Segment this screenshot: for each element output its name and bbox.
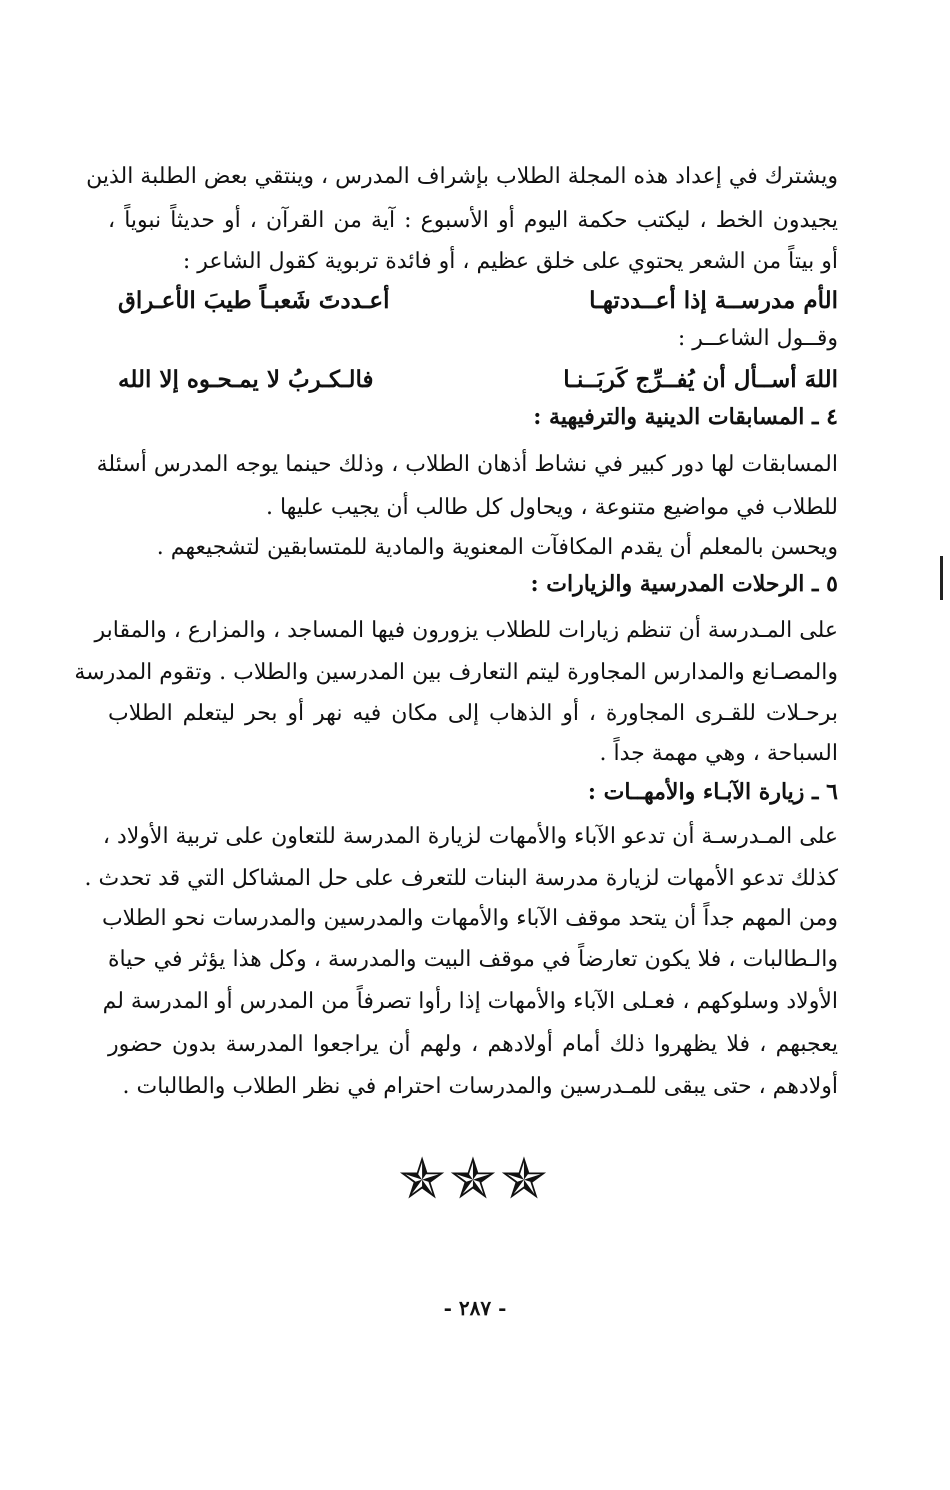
section-5-line: على المـدرسة أن تنظم زيارات للطلاب يزورون فيها المساجد ، والمزارع ، والمقابر bbox=[94, 618, 838, 643]
section-6-line: والـطالبات ، فلا يكون تعارضاً في موقف البيت والمدرسة ، وكل هذا يؤثر في حياة bbox=[108, 947, 838, 972]
section-5-line: السباحة ، وهي مهمة جداً . bbox=[599, 741, 838, 766]
section-6-line: الأولاد وسلوكهم ، فعـلى الآباء والأمهات إذا رأوا تصرفاً من المدرس أو المدرسة لم bbox=[102, 989, 838, 1014]
star-ornament-icon: ✯✯✯ bbox=[398, 1147, 552, 1212]
section-5-line: والمصـانع والمدارس المجاورة ليتم التعارف بين المدرسين والطلاب . وتقوم المدرسة bbox=[74, 660, 838, 685]
section-5-heading: ٥ ـ الرحلات المدرسية والزيارات : bbox=[530, 571, 838, 597]
section-6-line: أولادهم ، حتى يبقى للمـدرسين والمدرسات احترام في نظر الطلاب والطالبات . bbox=[122, 1074, 838, 1099]
page-number: - ٢٨٧ - bbox=[443, 1296, 507, 1320]
verse-1-second-hemistich: أعـددتَ شَعبـاً طيبَ الأعـراق bbox=[118, 287, 390, 314]
verse-2-second-hemistich: فالـكـربُ لا يمـحـوه إلا الله bbox=[118, 366, 374, 393]
intro-line: ويشترك في إعداد هذه المجلة الطلاب بإشراف المدرس ، وينتقي بعض الطلبة الذين bbox=[86, 164, 838, 189]
section-4-line: للطلاب في مواضيع متنوعة ، ويحاول كل طالب أن يجيب عليها . bbox=[265, 495, 838, 520]
verse-2-first-hemistich: اللهَ أســأل أن يُفــرِّج كَربَــنـا bbox=[563, 366, 838, 393]
poet-line: وقــول الشاعــر : bbox=[677, 326, 838, 351]
section-6-heading: ٦ ـ زيارة الآبـاء والأمهــات : bbox=[587, 779, 838, 805]
section-6-line: يعجبهم ، فلا يظهروا ذلك أمام أولادهم ، ولهم أن يراجعوا المدرسة بدون حضور bbox=[108, 1032, 838, 1057]
section-4-line: ويحسن بالمعلم أن يقدم المكافآت المعنوية والمادية للمتسابقين لتشجيعهم . bbox=[156, 535, 838, 560]
section-5-line: برحـلات للقـرى المجاورة ، أو الذهاب إلى مكان فيه نهر أو بحر ليتعلم الطلاب bbox=[108, 701, 838, 726]
intro-line: أو بيتاً من الشعر يحتوي على خلق عظيم ، أو فائدة تربوية كقول الشاعر : bbox=[182, 249, 838, 274]
section-4-heading: ٤ ـ المسابقات الدينية والترفيهية : bbox=[533, 404, 838, 430]
section-6-line: كذلك تدعو الأمهات لزيارة مدرسة البنات للتعرف على حل المشاكل التي قد تحدث . bbox=[84, 866, 838, 891]
verse-2 bbox=[108, 362, 838, 398]
verse-1-first-hemistich: الأم مدرســة إذا أعــددتهـا bbox=[589, 287, 838, 314]
section-6-line: على المـدرسـة أن تدعو الآباء والأمهات لزيارة المدرسة للتعاون على تربية الأولاد ، bbox=[102, 824, 838, 849]
section-4-line: المسابقات لها دور كبير في نشاط أذهان الطلاب ، وذلك حينما يوجه المدرس أسئلة bbox=[96, 452, 838, 477]
section-6-line: ومن المهم جداً أن يتحد موقف الآباء والأمهات والمدرسين والمدرسات نحو الطلاب bbox=[101, 906, 838, 931]
verse-1 bbox=[108, 283, 838, 319]
intro-line: يجيدون الخط ، ليكتب حكمة اليوم أو الأسبوع : آية من القرآن ، أو حديثاً نبوياً ، bbox=[108, 208, 838, 233]
margin-mark bbox=[940, 556, 943, 600]
